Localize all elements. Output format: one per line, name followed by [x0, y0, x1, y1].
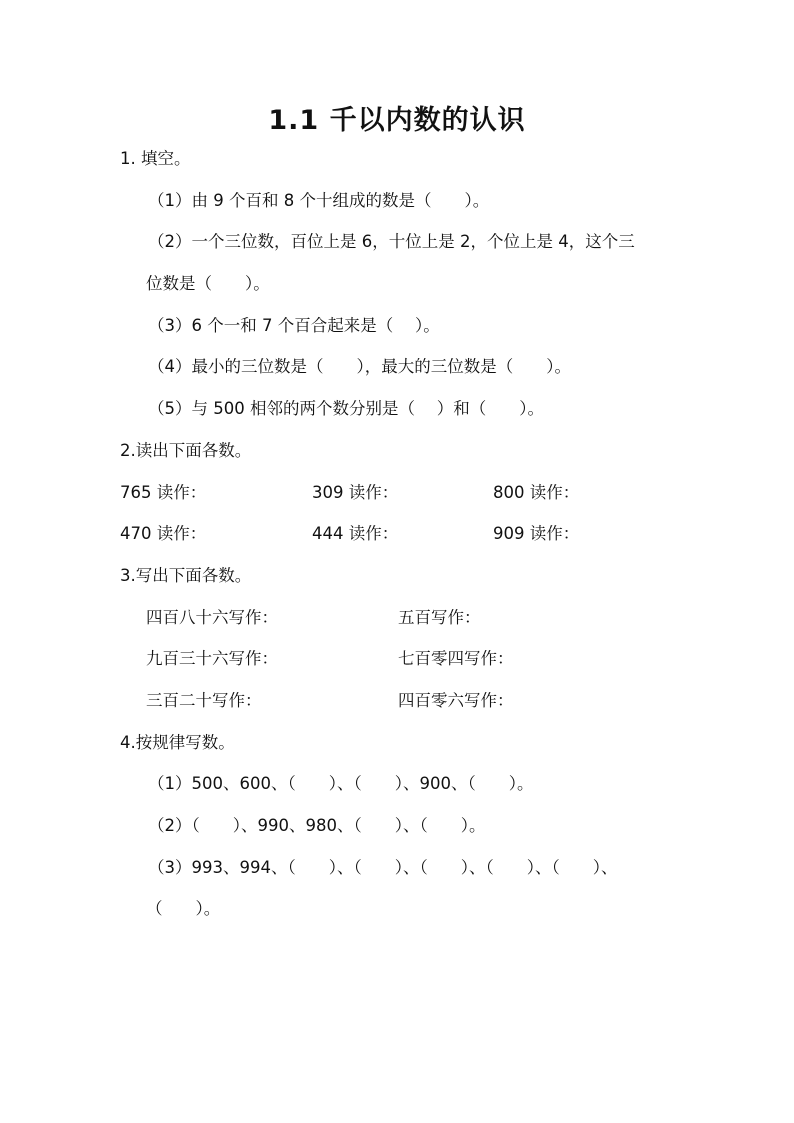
section-3-heading: 3.写出下面各数。 [120, 566, 252, 585]
section-4-item-1: （1）500、600、（ ）、（ ）、900、（ ）。 [148, 774, 534, 793]
write-item: 四百零六写作： [398, 691, 514, 710]
page-title: 1.1 千以内数的认识 [268, 105, 526, 136]
section-2-heading: 2.读出下面各数。 [120, 441, 252, 460]
section-4-item-2: （2）（ ）、990、980、（ ）、（ ）。 [148, 816, 486, 835]
section-1-item-4: （4）最小的三位数是（ ），最大的三位数是（ ）。 [148, 357, 571, 376]
write-item: 四百八十六写作： [146, 608, 278, 627]
read-item: 470 读作： [120, 524, 207, 543]
read-item: 444 读作： [312, 524, 399, 543]
section-1-item-2-cont: 位数是（ ）。 [146, 274, 270, 293]
section-1-item-5: （5）与 500 相邻的两个数分别是（ ）和（ ）。 [148, 399, 544, 418]
read-item: 909 读作： [493, 524, 580, 543]
write-item: 七百零四写作： [398, 649, 514, 668]
write-item: 九百三十六写作： [146, 649, 278, 668]
section-4-item-3: （3）993、994、（ ）、（ ）、（ ）、（ ）、（ ）、 [148, 858, 618, 877]
section-1-heading: 1. 填空。 [120, 149, 191, 168]
section-1-item-1: （1）由 9 个百和 8 个十组成的数是（ ）。 [148, 191, 490, 210]
read-item: 309 读作： [312, 483, 399, 502]
write-item: 五百写作： [398, 608, 481, 627]
section-4-item-3-cont: （ ）。 [146, 899, 221, 918]
section-1-item-3: （3）6 个一和 7 个百合起来是（ ）。 [148, 316, 440, 335]
write-item: 三百二十写作： [146, 691, 262, 710]
read-item: 765 读作： [120, 483, 207, 502]
section-1-item-2: （2）一个三位数，百位上是 6，十位上是 2，个位上是 4，这个三 [148, 232, 635, 251]
read-item: 800 读作： [493, 483, 580, 502]
section-4-heading: 4.按规律写数。 [120, 733, 235, 752]
